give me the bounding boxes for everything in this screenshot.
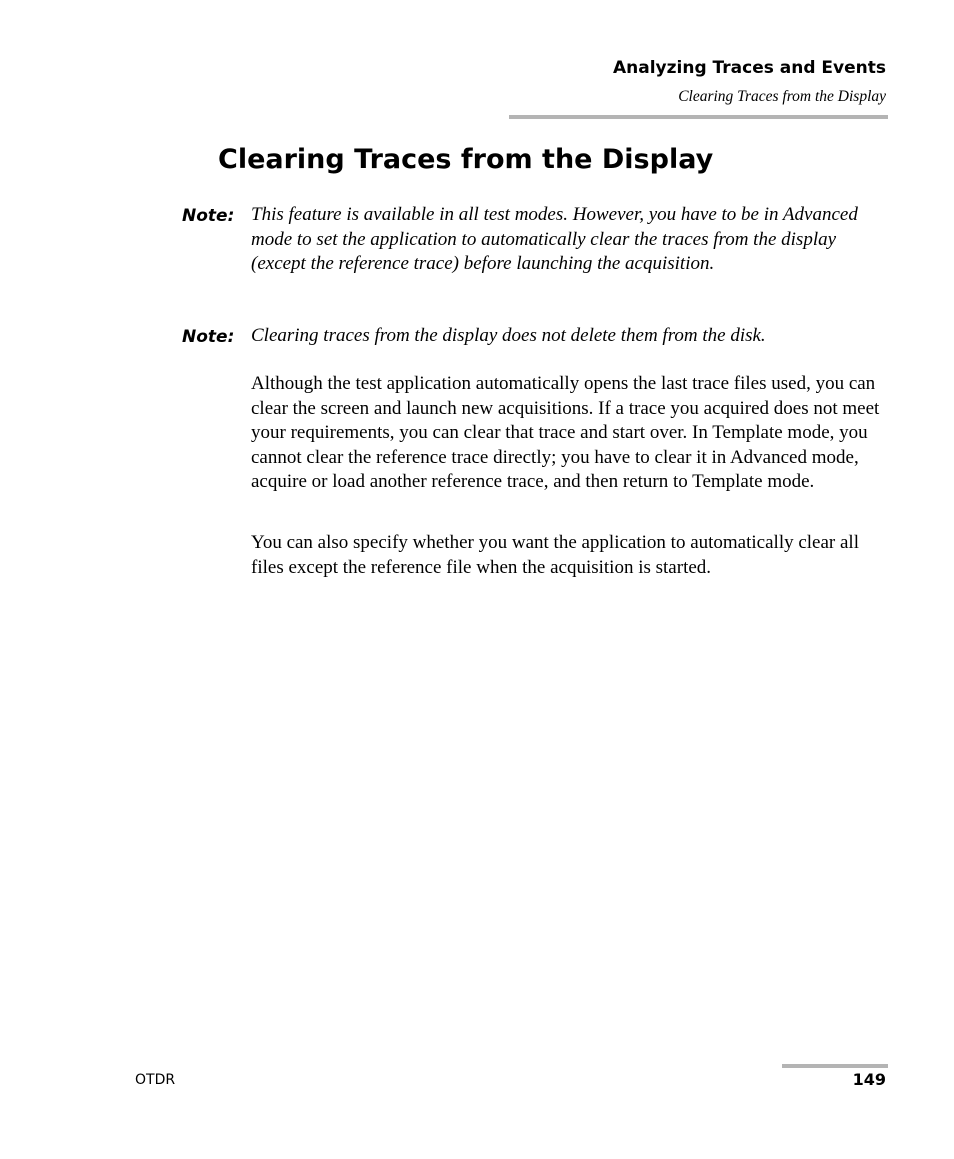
- note-label: Note:: [182, 327, 235, 347]
- note-label: Note:: [182, 206, 235, 226]
- running-header-chapter: Analyzing Traces and Events: [612, 58, 886, 78]
- running-header-section: Clearing Traces from the Display: [678, 88, 886, 105]
- body-paragraph: Although the test application automatically opens the last trace files used, you can clear the screen and launch new acquisitions. If a trace you acquired does not meet your requirements, you can clear that trace and start over. In Template mode, you cannot clear the reference trace directly; you have to clear it in Advanced mode, acquire or load another reference trace, and then return to Template mode.: [251, 373, 880, 493]
- page-number: 149: [852, 1070, 886, 1089]
- note-text: This feature is available in all test modes. However, you have to be in Advanced mode to set the application to automatically clear the traces from the display (except the reference trace) before launching the acquisition.: [251, 204, 858, 275]
- footer-divider: [782, 1064, 888, 1068]
- body-paragraph: You can also specify whether you want the application to automatically clear all files except the reference file when the acquisition is started.: [251, 532, 859, 578]
- page-title: Clearing Traces from the Display: [218, 144, 714, 175]
- footer-document-name: OTDR: [135, 1072, 176, 1088]
- note-text: Clearing traces from the display does not delete them from the disk.: [251, 325, 766, 346]
- header-divider: [509, 115, 888, 119]
